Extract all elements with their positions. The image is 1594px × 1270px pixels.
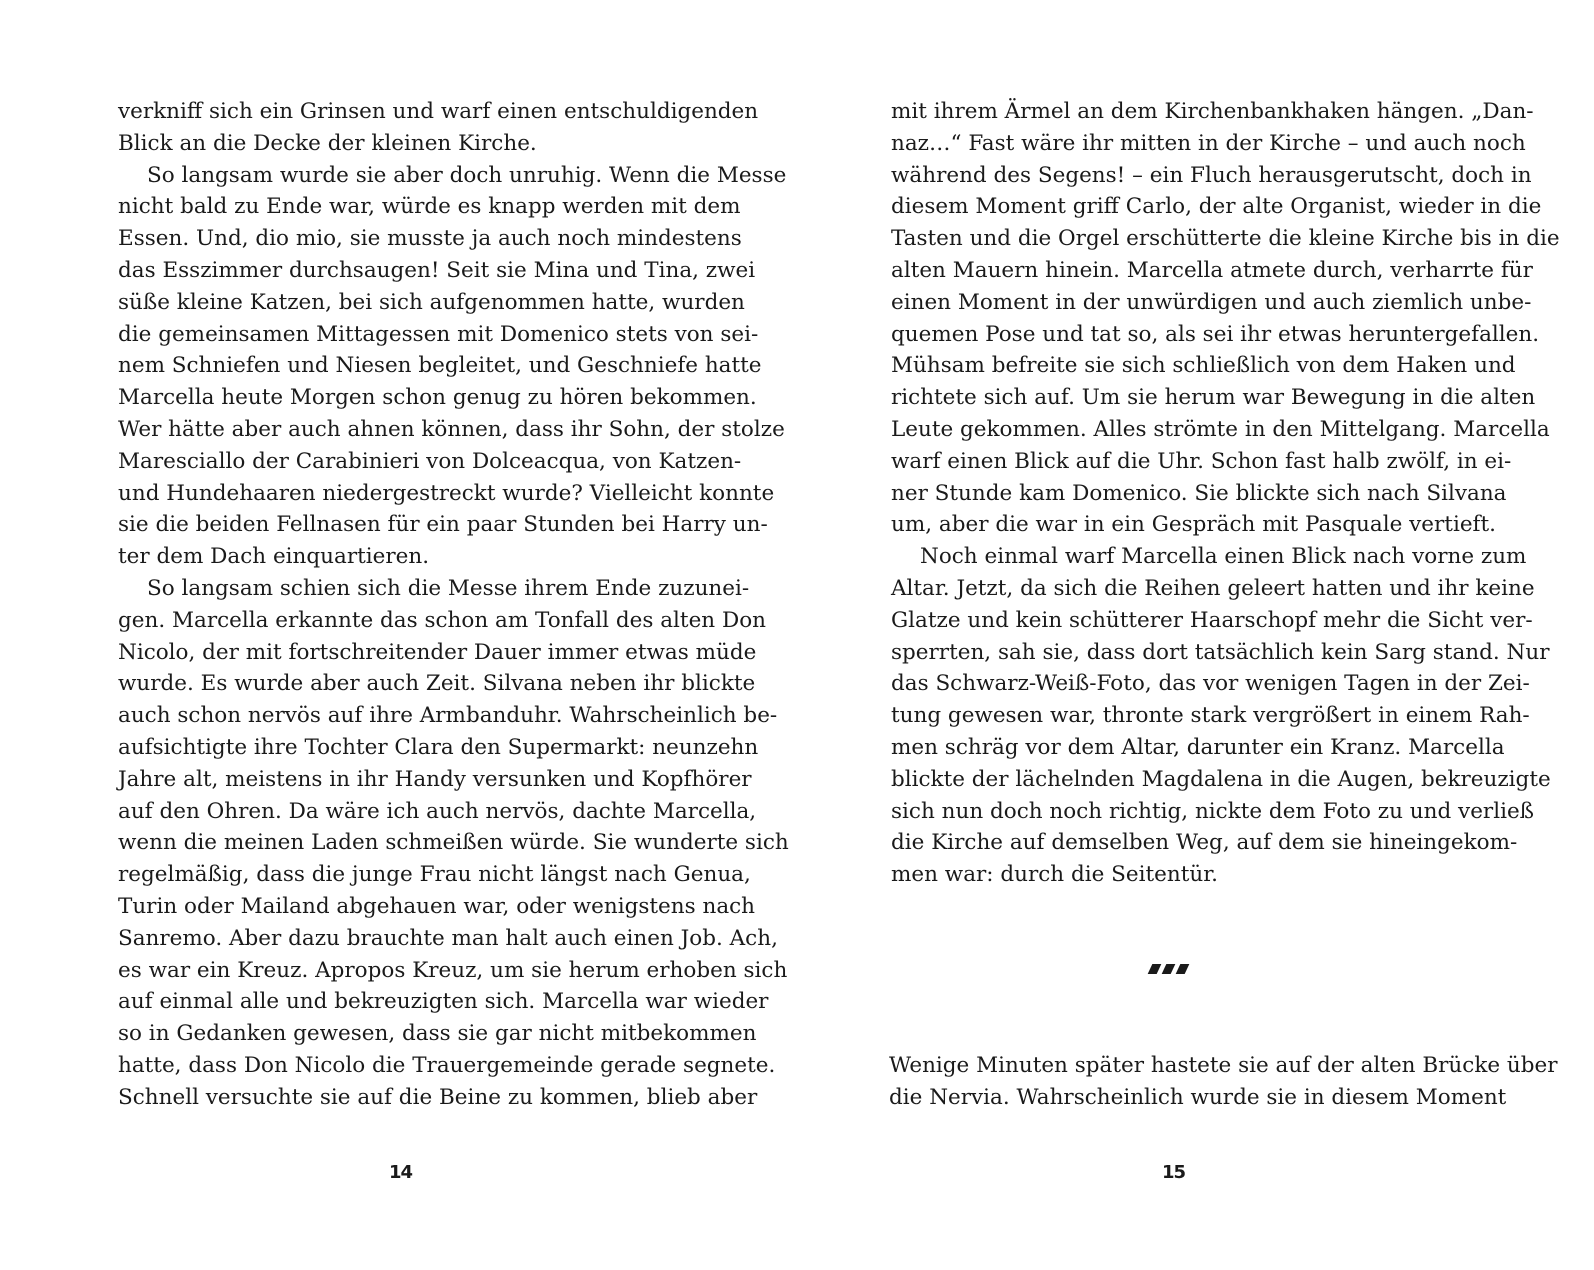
ornament-bar: [1176, 964, 1190, 974]
text-line: ter dem Dach einquartieren.: [118, 544, 430, 570]
text-line: Glatze und kein schütterer Haarschopf mehr die Sicht ver-: [891, 607, 1533, 633]
left-page-text: [118, 96, 789, 1114]
text-line: Jahre alt, meistens in ihr Handy versunken und Kopfhörer: [118, 766, 752, 792]
text-line: mit ihrem Ärmel an dem Kirchenbankhaken hängen. „Dan-: [891, 99, 1534, 124]
text-line: sperrten, sah sie, dass dort tatsächlich kein Sarg stand. Nur: [891, 639, 1550, 665]
text-line: men schräg vor dem Altar, darunter ein Kranz. Marcella: [891, 734, 1505, 760]
text-line: so in Gedanken gewesen, dass sie gar nicht mitbekommen: [118, 1021, 757, 1047]
text-line: So langsam wurde sie aber doch unruhig. Wenn die Messe: [147, 162, 787, 188]
right-page-text: [891, 96, 1560, 891]
ornament-bar: [1162, 964, 1176, 974]
text-line: Marcella heute Morgen schon genug zu hören bekommen.: [118, 385, 757, 411]
text-line: süße kleine Katzen, bei sich aufgenommen hatte, wurden: [118, 289, 745, 315]
text-line: Wenige Minuten später hastete sie auf der alten Brücke über: [889, 1053, 1558, 1078]
text-line: Nicolo, der mit fortschreitender Dauer immer etwas müde: [118, 639, 757, 665]
text-line: Mühsam befreite sie sich schließlich von dem Haken und: [891, 353, 1516, 379]
text-line: naz…“ Fast wäre ihr mitten in der Kirche – und auch noch: [891, 130, 1526, 156]
text-line: Noch einmal warf Marcella einen Blick nach vorne zum: [920, 544, 1527, 570]
text-line: men war: durch die Seitentür.: [891, 862, 1218, 888]
text-line: Wer hätte aber auch ahnen können, dass ihr Sohn, der stolze: [118, 416, 785, 442]
text-line: richtete sich auf. Um sie herum war Bewegung in die alten: [891, 385, 1536, 411]
text-line: quemen Pose und tat so, als sei ihr etwas heruntergefallen.: [891, 321, 1540, 347]
text-line: aufsichtigte ihre Tochter Clara den Supermarkt: neunzehn: [118, 734, 759, 760]
text-line: alten Mauern hinein. Marcella atmete durch, verharrte für: [891, 257, 1533, 283]
text-line: das Esszimmer durchsaugen! Seit sie Mina und Tina, zwei: [118, 257, 756, 283]
text-line: gen. Marcella erkannte das schon am Tonfall des alten Don: [118, 607, 767, 633]
section-break-ornament: [1150, 964, 1187, 974]
text-line: nicht bald zu Ende war, würde es knapp werden mit dem: [118, 194, 741, 220]
right-page-section-text: [889, 1050, 1558, 1114]
text-line: nem Schniefen und Niesen begleitet, und Geschniefe hatte: [118, 353, 762, 379]
text-line: das Schwarz-Weiß-Foto, das vor wenigen Tagen in der Zei-: [891, 671, 1530, 697]
text-line: Sanremo. Aber dazu brauchte man halt auch einen Job. Ach,: [118, 925, 778, 951]
text-line: während des Segens! – ein Fluch herausgerutscht, doch in: [891, 162, 1532, 188]
text-line: Maresciallo der Carabinieri von Dolceacqua, von Katzen-: [118, 448, 742, 474]
text-line: es war ein Kreuz. Apropos Kreuz, um sie herum erhoben sich: [118, 957, 788, 983]
text-line: wenn die meinen Laden schmeißen würde. Sie wunderte sich: [118, 830, 789, 856]
text-line: auf den Ohren. Da wäre ich auch nervös, dachte Marcella,: [118, 798, 757, 824]
text-line: diesem Moment griff Carlo, der alte Organist, wieder in die: [891, 194, 1542, 220]
left-page: [118, 96, 789, 1114]
text-line: ner Stunde kam Domenico. Sie blickte sich nach Silvana: [891, 480, 1507, 506]
text-line: warf einen Blick auf die Uhr. Schon fast halb zwölf, in ei-: [891, 448, 1512, 474]
text-line: einen Moment in der unwürdigen und auch ziemlich unbe-: [891, 289, 1532, 315]
text-line: sich nun doch noch richtig, nickte dem Foto zu und verließ: [891, 798, 1535, 824]
right-page: [891, 96, 1560, 891]
page-number-right: 15: [1162, 1162, 1186, 1183]
text-line: Schnell versuchte sie auf die Beine zu kommen, blieb aber: [118, 1084, 758, 1110]
text-line: um, aber die war in ein Gespräch mit Pasquale vertieft.: [891, 512, 1496, 538]
text-line: wurde. Es wurde aber auch Zeit. Silvana neben ihr blickte: [118, 671, 756, 697]
text-line: Tasten und die Orgel erschütterte die kleine Kirche bis in die: [891, 226, 1560, 252]
text-line: Blick an die Decke der kleinen Kirche.: [118, 130, 537, 156]
text-line: auch schon nervös auf ihre Armbanduhr. Wahrscheinlich be-: [118, 703, 778, 729]
text-line: auf einmal alle und bekreuzigten sich. Marcella war wieder: [118, 989, 769, 1015]
page-number-left: 14: [389, 1162, 413, 1183]
text-line: hatte, dass Don Nicolo die Trauergemeinde gerade segnete.: [118, 1052, 776, 1078]
text-line: tung gewesen war, thronte stark vergrößert in einem Rah-: [891, 703, 1530, 729]
text-line: Leute gekommen. Alles strömte in den Mittelgang. Marcella: [891, 416, 1550, 442]
text-line: verkniff sich ein Grinsen und warf einen entschuldigenden: [118, 99, 759, 124]
text-line: Altar. Jetzt, da sich die Reihen geleert hatten und ihr keine: [891, 575, 1535, 601]
text-line: Turin oder Mailand abgehauen war, oder wenigstens nach: [118, 893, 756, 919]
text-line: blickte der lächelnden Magdalena in die Augen, bekreuzigte: [891, 766, 1551, 792]
text-line: die gemeinsamen Mittagessen mit Domenico stets von sei-: [118, 321, 759, 347]
text-line: und Hundehaaren niedergestreckt wurde? Vielleicht konnte: [118, 480, 775, 506]
text-line: Essen. Und, dio mio, sie musste ja auch noch mindestens: [118, 226, 742, 252]
text-line: regelmäßig, dass die junge Frau nicht längst nach Genua,: [118, 862, 751, 888]
text-line: die Nervia. Wahrscheinlich wurde sie in diesem Moment: [889, 1084, 1507, 1110]
ornament-bar: [1148, 964, 1162, 974]
text-line: die Kirche auf demselben Weg, auf dem sie hineingekom-: [891, 830, 1518, 856]
text-line: sie die beiden Fellnasen für ein paar Stunden bei Harry un-: [118, 512, 768, 538]
text-line: So langsam schien sich die Messe ihrem Ende zuzunei-: [147, 575, 750, 601]
